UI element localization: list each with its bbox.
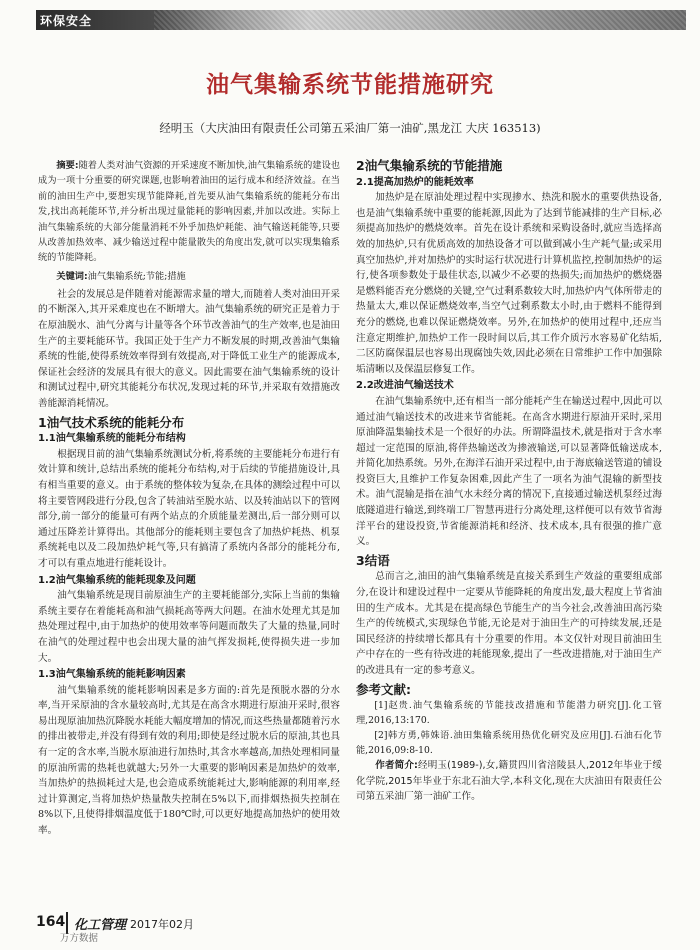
section-1-1-text: 根据现目前的油气集输系统测试分析,将系统的主要能耗分布进行有效计算和统计,总结出系统的能耗分布结构,对于后续的节能措施设计,具有相当重要的意义。由于系统的整体较为复杂,在具体的测绘过程中可以将主要管网段进行分段,包含了转油站至脱水站、以及转油站以下的管网部分,前一部分的能量可有两个站点的介质能量差测出,后一部分则可以通过压降差计算得出。其他部分的能耗则主要包含了加热炉耗热、机泵系统耗电以及二段加热炉耗气等,只有搞清了系统内各部分的能耗分布,才可以有重点地进行能耗设计。 [38, 448, 340, 569]
issue-date: 2017年02月 [130, 918, 194, 931]
section-1-2-heading: 1.2油气集输系统的能耗现象及问题 [38, 574, 196, 586]
reference-2: [2]韩方勇,韩姝语.油田集输系统用热优化研究及应用[J].石油石化节能,2016,09:8-10. [356, 730, 662, 757]
section-2-heading: 2油气集输系统的节能措施 [356, 158, 503, 173]
left-column [38, 158, 340, 839]
right-column [356, 158, 662, 805]
section-1-3-text: 油气集输系统的能耗影响因素是多方面的:首先是预脱水器的分水率,当开采原油的含水量较高时,尤其是在高含水期进行原油开采时,很容易出现原油加热沉降脱水耗能大幅度增加的情况,而这些热量都随着污水的排出被带走,并没有得到有效的利用;即使是经过脱水后的原油,其也具有一定的含水率,当脱水原油进行加热时,其含水率越高,加热处理相同量的原油所需的热耗也就越大;另外一大重要的影响因素是加热炉的效率,当加热炉的热损耗过大是,也会造成系统能耗过大,影响能源的利用率,经过计算测定,当将加热炉热量散失控制在5%以下,而排烟热损失控制在8%以下,且使得排烟温度低于180℃时,可以更好地提高加热炉的使用效率。 [38, 684, 340, 837]
section-2-1-text: 加热炉是在原油处理过程中实现掺水、热洗和脱水的重要供热设备,也是油气集输系统中重要的能耗源,因此为了达到节能减排的生产目标,必须提高加热炉的燃烧效率。首先在设计系统和采购设备时,就应当选择高效的加热炉,只有优质高效的加热设备才可以做到减小生产耗气量;或采用真空加热炉,并对加热炉的实时运行状况进行计算机监控,控制加热炉的运行,使各项参数处于最佳状态,以减少不必要的热损失;而加热炉的燃烧器是燃料能否充分燃烧的关键,空气过剩系数较大时,加热炉内气体所带走的热量太大,难以保证燃烧效率,当空气过剩系数太小时,由于燃料不能得到充分的燃烧,也难以保证燃烧效率。另外,在加热炉的使用过程中,还应当注意定期维护,加热炉工作一段时间以后,其工作介质污水容易矿化结垢,二区防腐保温层也容易出现腐蚀失效,因此必须在日常维护工作中加强除垢清晰以及保温层修复工作。 [356, 192, 662, 375]
abstract-text: 随着人类对油气资源的开采速度不断加快,油气集输系统的建设也成为一项十分重要的研究课题,也影响着油田的运行成本和经济效益。在当前的油田生产中,要想实现节能降耗,首先要从油气集输系统的能耗分布出发,找出高耗能环节,并分析出现过量能耗的影响因素,并加以改进。实际上油气集输系统的大部分能量消耗不外乎加热炉耗能、油气输送耗能等,只要从改善加热效率、减少输送过程中能量散失的角度出发,就可以实现集输系统的节能降耗。 [38, 160, 340, 264]
section-1-3-heading: 1.3油气集输系统的能耗影响因素 [38, 669, 186, 681]
section-3-heading: 3结语 [356, 552, 390, 568]
author-line: 经明玉（大庆油田有限责任公司第五采油厂第一油矿,黑龙江 大庆 163513) [159, 121, 541, 135]
section-1-heading: 1油气技术系统的能耗分布 [38, 414, 185, 430]
section-header-bar [36, 10, 686, 30]
keywords-text: 油气集输系统;节能;措施 [87, 270, 186, 282]
header-texture [154, 10, 686, 30]
section-1-2-text: 油气集输系统是现目前原油生产的主要耗能部分,实际上当前的集输系统主要存在着能耗高和油气损耗高等两大问题。在油水处理尤其是加热处理过程中,由于加热炉的使用效率等问题而散失了大量的热量,同时在油气的处理过程中也会出现大量的油气挥发损耗,使得损失进一步加大。 [38, 590, 340, 664]
references-heading: 参考文献: [356, 681, 411, 697]
watermark: 万方数据 [60, 933, 99, 944]
keywords [38, 269, 340, 284]
section-1-1-heading: 1.1油气集输系统的能耗分布结构 [38, 433, 186, 445]
abstract [38, 158, 340, 266]
section-3-text: 总而言之,油田的油气集输系统是直接关系到生产效益的重要组成部分,在设计和建设过程中一定要从节能降耗的角度出发,最大程度上节省油田的生产成本。尤其是在提高绿色节能生产的当今社会,改善油田高污染生产的传统模式,实现绿色节能,无论是对于油田生产的可持续发展,还是国民经济的持续增长都具有十分重要的作用。本文仅针对现目前油田生产中存在的一些有待改进的耗能现象,提出了一些改进措施,对于油田生产的改进具有一定的参考意义。 [356, 571, 662, 676]
page-footer [36, 910, 676, 944]
keywords-label: 关键词: [56, 270, 88, 282]
section-2-2-text: 在油气集输系统中,还有相当一部分能耗产生在输送过程中,因此可以通过油气输送技术的改进来节省能耗。在高含水期进行原油开采时,采用原油降温集输技术是一个很好的办法。所谓降温技术,就是指对于含水率超过一定范围的原油,将伴热输送改为掺液输送,可以显著降低输送成本,并简化加热系统。另外,在海洋石油开采过程中,由于海底输送管道的铺设投资巨大,且维护工作复杂困难,因此产生了一项名为油气混输的新型技术。油气混输是指在油气水未经分离的情况下,直接通过输送机泵经过海底隧道进行输送,到终端工厂智慧再进行分离处理,这样便可以有效节省海洋平台的建设投资,节省能源消耗和经济、技术成本,具有很强的推广意义。 [356, 395, 662, 548]
page-number: 164 [36, 914, 66, 930]
section-2-1-heading: 2.1提高加热炉的能耗效率 [356, 176, 474, 188]
author-bio [356, 758, 662, 805]
section-2-2-heading: 2.2改进油气输送技术 [356, 380, 454, 392]
abstract-label: 摘要: [56, 160, 79, 171]
reference-1: [1]赵贵.油气集输系统的节能技改措施和节能潜力研究[J].化工管理,2016,13:170. [356, 700, 662, 727]
author-bio-label: 作者简介: [375, 760, 418, 772]
section-label: 环保安全 [40, 14, 93, 28]
author-bio-text: 经明玉(1989-),女,籍贯四川省涪陵县人,2012年毕业于绥化学院,2015年毕业于东北石油大学,本科文化,现在大庆油田有限责任公司第五采油厂第一油矿工作。 [356, 760, 662, 803]
journal-name: 化工管理 [74, 918, 127, 933]
article-title: 油气集输系统节能措施研究 [206, 72, 494, 98]
intro-paragraph: 社会的发展总是伴随着对能源需求量的增大,而随着人类对油田开采的不断深入,其开采难度也在不断增大。油气集输系统的研究正是着力于在原油脱水、油气分离与计量等各个环节改善油气的生产效率,也是油田生产的主要耗能环节。我国正处于生产力不断发展的时期,改善油气集输系统的性能,使得系统效率得到有效提高,对于降低工业生产的能源成本,保证社会经济的发展具有很大的意义。因此需要在油气集输系统的设计和测试过程中,研究其能耗分布状况,发现过耗的环节,并采取有效措施改善能源消耗情况。 [38, 288, 340, 409]
